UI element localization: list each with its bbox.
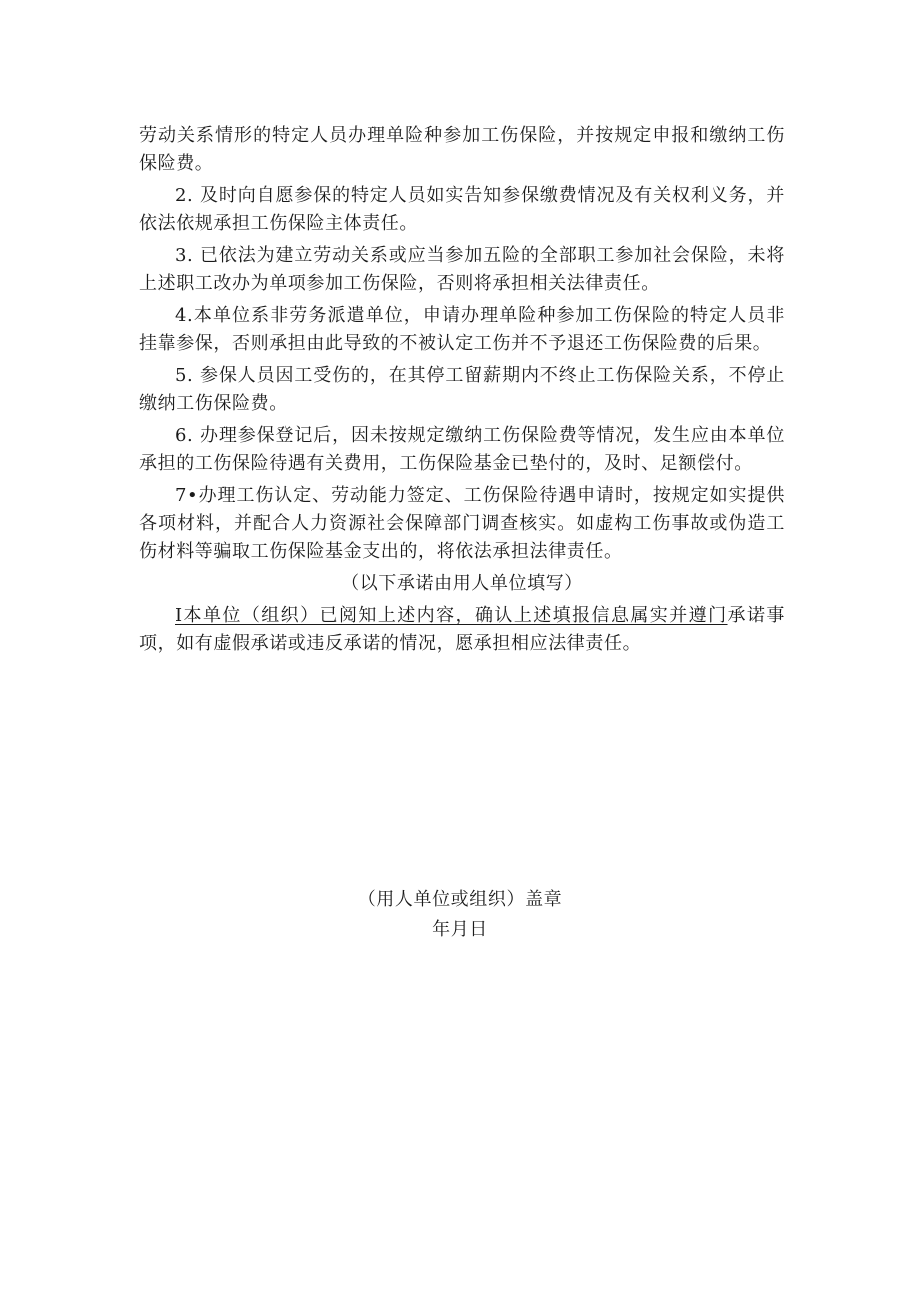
paragraph-item-5: 5. 参保人员因工受伤的，在其停工留薪期内不终止工伤保险关系，不停止缴纳工伤保险费。	[139, 365, 785, 414]
paragraph-continuation: 劳动关系情形的特定人员办理单险种参加工伤保险，并按规定申报和缴纳工伤保险费。	[139, 125, 785, 174]
date-line: 年月日	[432, 919, 488, 940]
confirmation-underlined: I本单位（组织）已阅知上述内容，确认上述填报信息属实并遵门	[175, 605, 728, 626]
seal-line: （用人单位或组织）盖章	[357, 889, 563, 910]
paragraph-item-4: 4.本单位系非劳务派遣单位，申请办理单险种参加工伤保险的特定人员非挂靠参保，否则承担由此导致的不被认定工伤并不予退还工伤保险费的后果。	[139, 305, 785, 354]
confirmation-rest: 承诺事项，如有虚假承诺或违反承诺的情况，愿承担相应法律责任。	[139, 605, 785, 654]
paragraph-item-2: 2. 及时向自愿参保的特定人员如实告知参保缴费情况及有关权利义务，并依法依规承担工伤保险主体责任。	[139, 185, 785, 234]
paragraph-item-3: 3. 已依法为建立劳动关系或应当参加五险的全部职工参加社会保险，未将上述职工改办为单项参加工伤保险，否则将承担相关法律责任。	[139, 245, 785, 294]
document-body	[139, 122, 785, 662]
paragraph-item-6: 6. 办理参保登记后，因未按规定缴纳工伤保险费等情况，发生应由本单位承担的工伤保险待遇有关费用，工伤保险基金已垫付的，及时、足额偿付。	[139, 425, 785, 474]
paragraph-item-7: 7•办理工伤认定、劳动能力签定、工伤保险待遇申请时，按规定如实提供各项材料，并配合人力资源社会保障部门调查核实。如虚构工伤事故或伪造工伤材料等骗取工伤保险基金支出的，将依法承担法律责任。	[139, 485, 785, 562]
employer-fill-note: （以下承诺由用人单位填写）	[341, 573, 583, 594]
confirmation-statement	[139, 602, 785, 658]
